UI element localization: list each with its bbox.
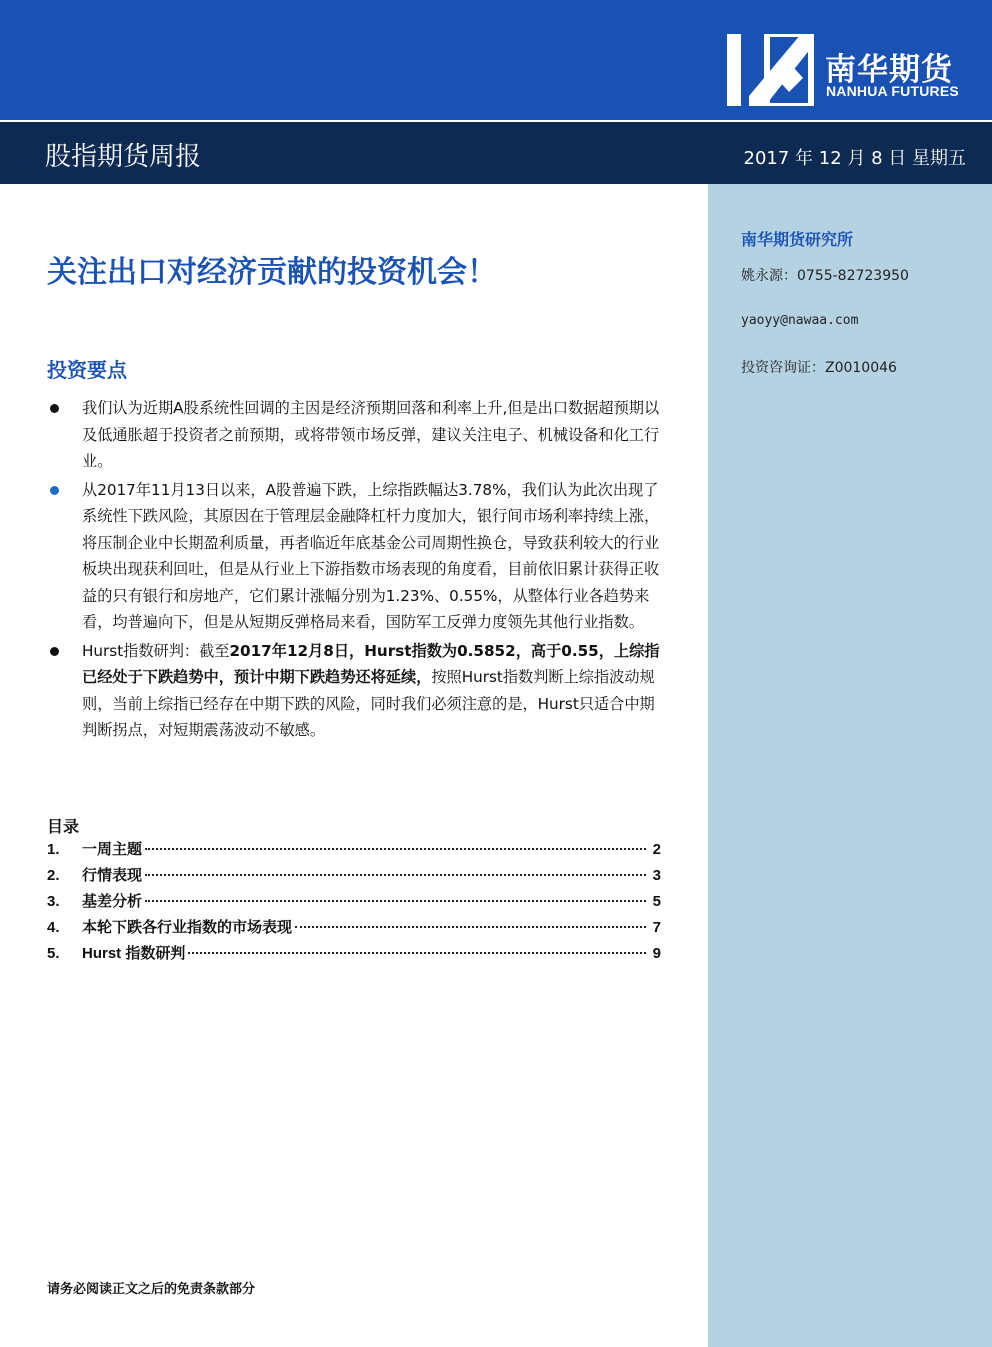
toc-leader — [145, 874, 646, 876]
toc-page: 2 — [652, 841, 661, 858]
bullet-item — [45, 395, 663, 475]
sidebar-institute: 南华期货研究所 — [741, 230, 854, 249]
toc-title: 本轮下跌各行业指数的市场表现 — [82, 919, 293, 936]
bullet-text: 我们认为近期A股系统性回调的主因是经济预期回落和利率上升,但是出口数据超预期以及低通胀超于投资者之前预期，或将带领市场反弹，建议关注电子、机械设备和化工行业。 — [82, 399, 660, 470]
toc-heading: 目录 — [47, 817, 80, 836]
sidebar-license: 投资咨询证：Z0010046 — [741, 360, 897, 376]
toc-leader — [145, 900, 646, 902]
toc-title: 基差分析 — [82, 893, 143, 910]
toc-item-2[interactable] — [47, 864, 661, 890]
sidebar-analyst: 姚永源：0755-82723950 — [741, 268, 909, 284]
toc-leader — [295, 926, 646, 928]
toc-item-1[interactable] — [47, 838, 661, 864]
toc-leader — [145, 848, 646, 850]
report-date: 2017 年 12 月 8 日 星期五 — [743, 148, 966, 169]
toc-leader — [188, 952, 646, 954]
bullet-dot-icon — [50, 647, 59, 656]
toc-page: 5 — [652, 893, 661, 910]
toc-num: 5. — [47, 945, 60, 962]
page-title: 关注出口对经济贡献的投资机会！ — [47, 255, 497, 290]
bullet-text-part1: Hurst指数研判：截至 — [82, 641, 230, 660]
toc-num: 3. — [47, 893, 60, 910]
toc-num: 2. — [47, 867, 60, 884]
toc-item-3[interactable] — [47, 890, 661, 916]
bullet-list — [45, 395, 663, 744]
toc-item-5[interactable] — [47, 942, 661, 968]
toc-page: 3 — [652, 867, 661, 884]
bullet-item — [45, 477, 663, 636]
bullet-dot-icon — [50, 404, 59, 413]
logo-text-en: NANHUA FUTURES — [826, 83, 959, 99]
bullet-item — [45, 638, 663, 744]
toc-page: 7 — [652, 919, 661, 936]
report-name: 股指期货周报 — [45, 142, 202, 172]
logo-text-cn: 南华期货 — [825, 52, 953, 88]
toc-title: 一周主题 — [82, 841, 143, 858]
toc-num: 4. — [47, 919, 60, 936]
table-of-contents — [47, 838, 661, 968]
sidebar-email[interactable]: yaoyy@nawaa.com — [741, 313, 859, 328]
toc-num: 1. — [47, 841, 60, 858]
toc-title: 行情表现 — [82, 867, 143, 884]
section-heading: 投资要点 — [47, 358, 127, 382]
footer-disclaimer-note: 请务必阅读正文之后的免责条款部分 — [47, 1282, 256, 1297]
toc-title: Hurst 指数研判 — [82, 945, 186, 962]
toc-page: 9 — [652, 945, 661, 962]
bullet-dot-icon — [50, 486, 59, 495]
bullet-text-bold: 2017年12月8日，Hurst指数为0.5852，高于0.55，上综指已经处于下跌趋势中，预计中期下跌趋势还将延续， — [82, 641, 660, 686]
bullet-text-part3: 按照Hurst指数判断上综指波动规则，当前上综指已经存在中期下跌的风险，同时我们必须注意的是，Hurst只适合中期判断拐点，对短期震荡波动不敏感。 — [82, 668, 655, 739]
bullet-text: 从2017年11月13日以来，A股普遍下跌，上综指跌幅达3.78%，我们认为此次出现了系统性下跌风险，其原因在于管理层金融降杠杆力度加大，银行间市场利率持续上涨，将压制企业中长期盈利质量，再者临近年底基金公司周期性换仓，导致获利较大的行业板块出现获利回吐，但是从行业上下游指数市场表现的角度看，目前依旧累计获得正收益的只有银行和房地产，它们累计涨幅分别为1.23%、0.55%，从整体行业各趋势来看，均普遍向下，但是从短期反弹格局来看，国防军工反弹力度领先其他行业指数。 — [82, 480, 660, 631]
toc-item-4[interactable] — [47, 916, 661, 942]
